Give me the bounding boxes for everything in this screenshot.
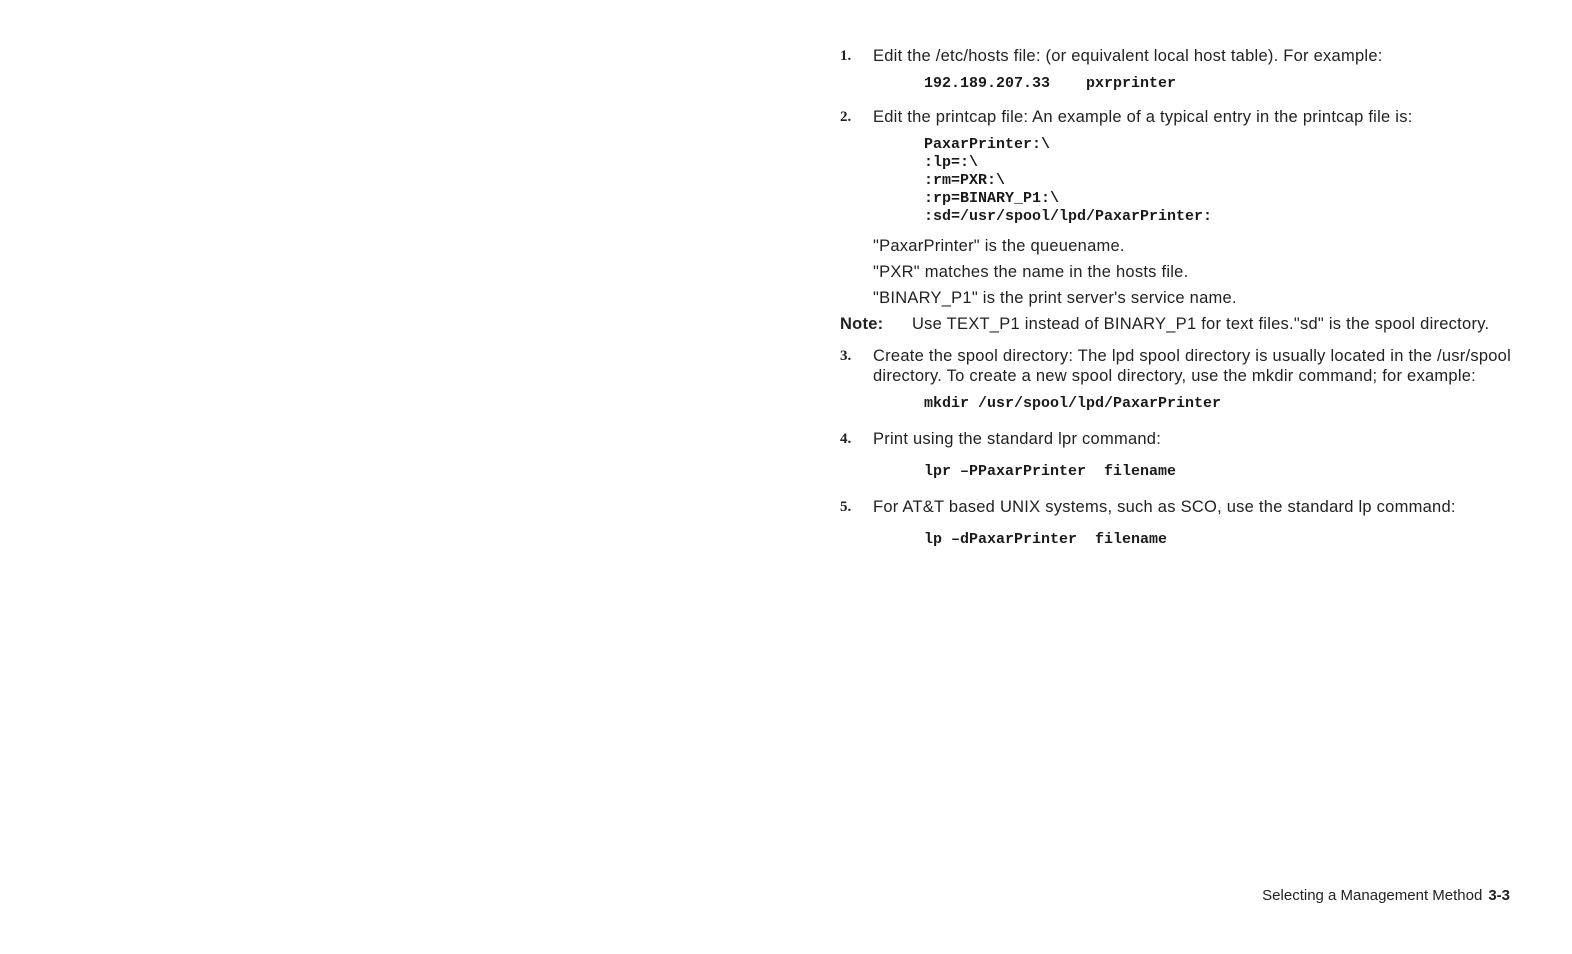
step-text: For AT&T based UNIX systems, such as SCO, use the standard lp command: [873, 498, 1456, 516]
footer-section-title: Selecting a Management Method [1262, 887, 1483, 904]
explanation-hosts: "PXR" matches the name in the hosts file. [873, 263, 1189, 281]
code-line: PaxarPrinter:\ [924, 136, 1051, 153]
step-4 [840, 429, 1520, 481]
note-text: Use TEXT_P1 instead of BINARY_P1 for text files."sd" is the spool directory. [912, 315, 1490, 333]
step-text: Create the spool directory: The lpd spool directory is usually located in the /usr/spool directory. To create a new spool directory, use the mkdir command; for example: [873, 347, 1512, 385]
step-number: 2. [840, 109, 852, 125]
code-line: :rp=BINARY_P1:\ [924, 190, 1060, 207]
document-body [840, 46, 1520, 559]
step-number: 3. [840, 348, 852, 364]
code-line: lpr –PPaxarPrinter filename [924, 463, 1177, 480]
step-number: 1. [840, 48, 852, 64]
step-number: 4. [840, 431, 852, 447]
note-label: Note: [840, 315, 884, 333]
step-text: Edit the printcap file: An example of a typical entry in the printcap file is: [873, 108, 1413, 126]
step-3 [840, 346, 1520, 413]
step-text: Print using the standard lpr command: [873, 430, 1162, 448]
step-5 [840, 497, 1520, 549]
code-line: 192.189.207.33 pxrprinter [924, 75, 1177, 92]
step-2 [840, 107, 1520, 226]
code-line: lp –dPaxarPrinter filename [924, 531, 1168, 548]
explanation-queuename: "PaxarPrinter" is the queuename. [873, 237, 1125, 255]
code-line: :sd=/usr/spool/lpd/PaxarPrinter: [924, 208, 1213, 225]
note [840, 314, 1520, 334]
printcap-code-block [873, 136, 1520, 226]
code-line: :lp=:\ [924, 154, 979, 171]
page-number: 3-3 [1488, 887, 1510, 904]
step-1 [840, 46, 1520, 93]
code-line: mkdir /usr/spool/lpd/PaxarPrinter [924, 395, 1222, 412]
code-line: :rm=PXR:\ [924, 172, 1006, 189]
page-footer [1262, 887, 1510, 904]
step-text: Edit the /etc/hosts file: (or equivalent local host table). For example: [873, 47, 1383, 65]
explanation-service: "BINARY_P1" is the print server's service name. [873, 289, 1237, 307]
step-number: 5. [840, 499, 852, 515]
